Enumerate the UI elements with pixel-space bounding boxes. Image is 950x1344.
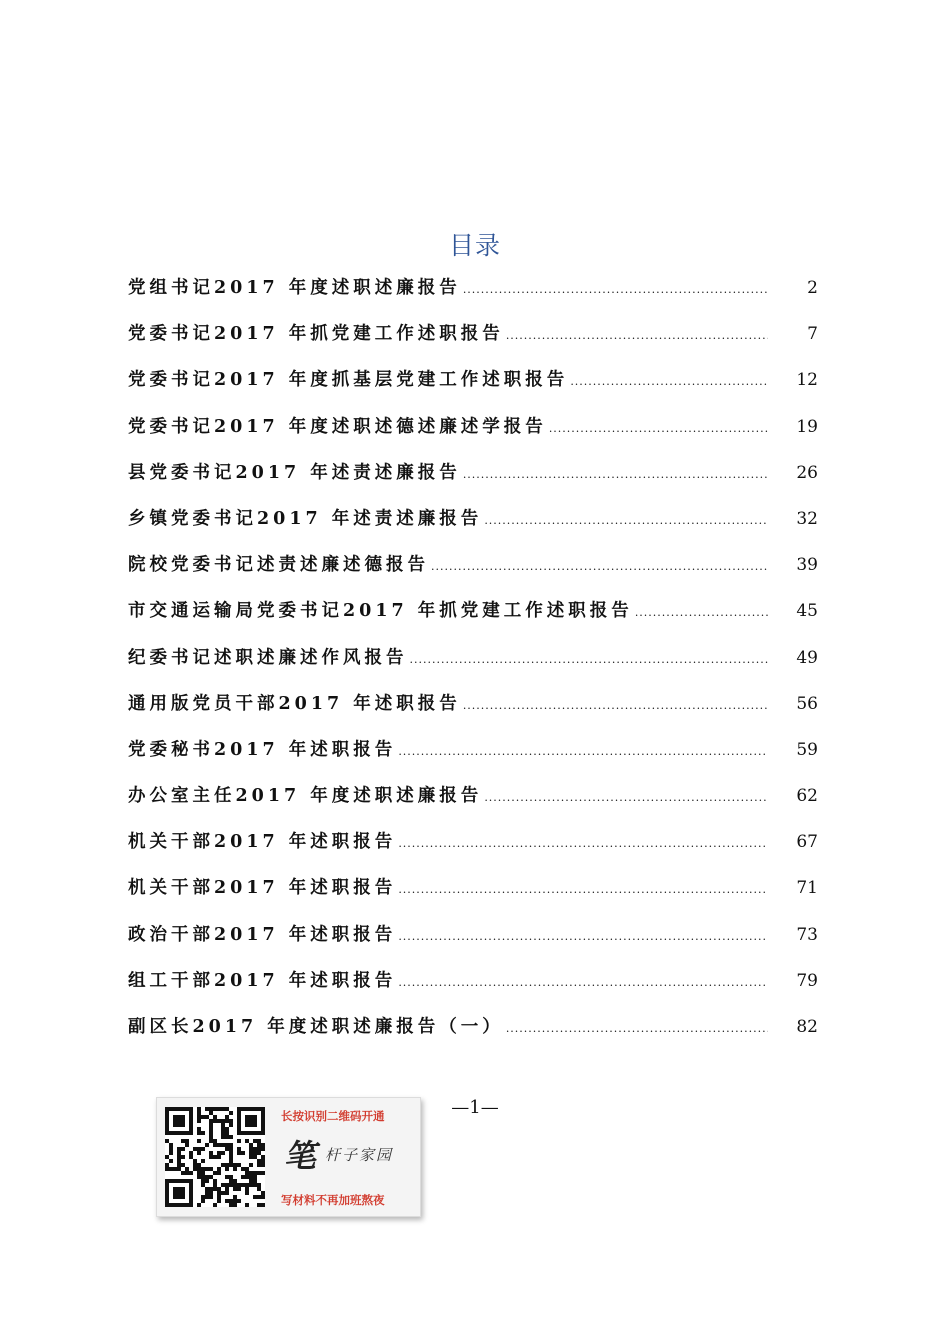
toc-entry-page: 59 <box>796 739 818 760</box>
toc-entry[interactable] <box>128 551 818 597</box>
toc-leader-dots <box>484 509 768 528</box>
toc-entry-label: 党委书记2017 年抓党建工作述职报告 <box>128 324 504 345</box>
toc-leader-dots <box>398 971 768 990</box>
toc-entry[interactable] <box>128 736 818 782</box>
toc-entry-page: 56 <box>796 693 818 714</box>
toc-entry-page: 39 <box>796 555 818 576</box>
toc-entry-label: 组工干部2017 年述职报告 <box>128 970 397 991</box>
toc-entry-label: 党组书记2017 年度述职述廉报告 <box>128 278 461 298</box>
toc-entry[interactable] <box>128 459 818 505</box>
toc-entry-label: 办公室主任2017 年度述职述廉报告 <box>128 786 483 807</box>
toc-leader-dots <box>463 278 768 297</box>
toc-leader-dots <box>506 324 768 343</box>
toc-entry-label: 县党委书记2017 年述责述廉报告 <box>128 462 461 483</box>
toc-entry-page: 7 <box>807 324 818 345</box>
toc-leader-dots <box>570 370 768 389</box>
toc-entry[interactable] <box>128 921 818 967</box>
toc-leader-dots <box>398 925 768 944</box>
toc-entry[interactable] <box>128 505 818 551</box>
toc-entry[interactable] <box>128 366 818 412</box>
qr-promo-card[interactable] <box>156 1097 421 1217</box>
toc-entry-label: 政治干部2017 年述职报告 <box>128 924 397 945</box>
toc-entry-label: 党委秘书2017 年述职报告 <box>128 739 397 760</box>
toc-entry[interactable] <box>128 690 818 736</box>
toc-entry-page: 12 <box>796 370 818 391</box>
toc-entry-page: 32 <box>796 508 818 529</box>
toc-entry[interactable] <box>128 828 818 874</box>
toc-entry-page: 82 <box>796 1017 818 1037</box>
promo-top-text: 长按识别二维码开通 <box>281 1109 385 1123</box>
toc-entry-label: 党委书记2017 年度述职述德述廉述学报告 <box>128 416 547 437</box>
toc-entry-label: 市交通运输局党委书记2017 年抓党建工作述职报告 <box>128 601 633 622</box>
toc-entry-label: 机关干部2017 年述职报告 <box>128 878 397 899</box>
toc-entry-label: 纪委书记述职述廉述作风报告 <box>128 647 408 668</box>
toc-leader-dots <box>398 832 768 851</box>
toc-entry-page: 26 <box>796 462 818 483</box>
toc-leader-dots <box>398 878 768 897</box>
toc-entry[interactable] <box>128 274 818 320</box>
page-number: —1— <box>451 1097 499 1118</box>
toc-entry-label: 乡镇党委书记2017 年述责述廉报告 <box>128 508 483 529</box>
toc-entry-page: 2 <box>807 278 818 298</box>
toc-entry[interactable] <box>128 967 818 1013</box>
brand-name: 杆子家园 <box>325 1145 394 1164</box>
toc-leader-dots <box>398 740 768 759</box>
toc-entry-page: 62 <box>796 786 818 807</box>
toc-leader-dots <box>463 694 768 713</box>
toc-leader-dots <box>463 463 768 482</box>
toc-title: 目录 <box>448 231 501 260</box>
toc-leader-dots <box>410 648 769 667</box>
toc-entry[interactable] <box>128 874 818 920</box>
toc-entry-page: 19 <box>796 416 818 437</box>
toc-entry-label: 党委书记2017 年度抓基层党建工作述职报告 <box>128 370 569 391</box>
toc-leader-dots <box>635 601 768 620</box>
toc-entry-page: 71 <box>796 878 818 899</box>
toc-entry[interactable] <box>128 413 818 459</box>
table-of-contents <box>128 274 818 1059</box>
toc-entry[interactable] <box>128 782 818 828</box>
toc-leader-dots <box>506 1017 768 1036</box>
toc-leader-dots <box>484 786 768 805</box>
toc-leader-dots <box>549 417 768 436</box>
toc-entry[interactable] <box>128 320 818 366</box>
toc-entry-label: 机关干部2017 年述职报告 <box>128 832 397 853</box>
toc-leader-dots <box>431 555 768 574</box>
toc-entry-page: 45 <box>796 601 818 622</box>
toc-entry-label: 院校党委书记述责述廉述德报告 <box>128 555 429 576</box>
toc-entry-page: 79 <box>796 970 818 991</box>
toc-entry[interactable] <box>128 644 818 690</box>
brand-logo <box>282 1134 394 1175</box>
toc-entry[interactable] <box>128 597 818 643</box>
toc-entry-page: 73 <box>796 924 818 945</box>
toc-entry[interactable] <box>128 1013 818 1059</box>
toc-entry-page: 67 <box>796 832 818 853</box>
toc-entry-label: 通用版党员干部2017 年述职报告 <box>128 693 461 714</box>
qr-code-icon <box>165 1107 265 1207</box>
toc-entry-page: 49 <box>796 647 818 668</box>
toc-entry-label: 副区长2017 年度述职述廉报告（一） <box>128 1017 504 1037</box>
promo-bottom-text: 写材料不再加班熬夜 <box>281 1193 385 1207</box>
brand-mark: 笔 <box>282 1137 323 1175</box>
